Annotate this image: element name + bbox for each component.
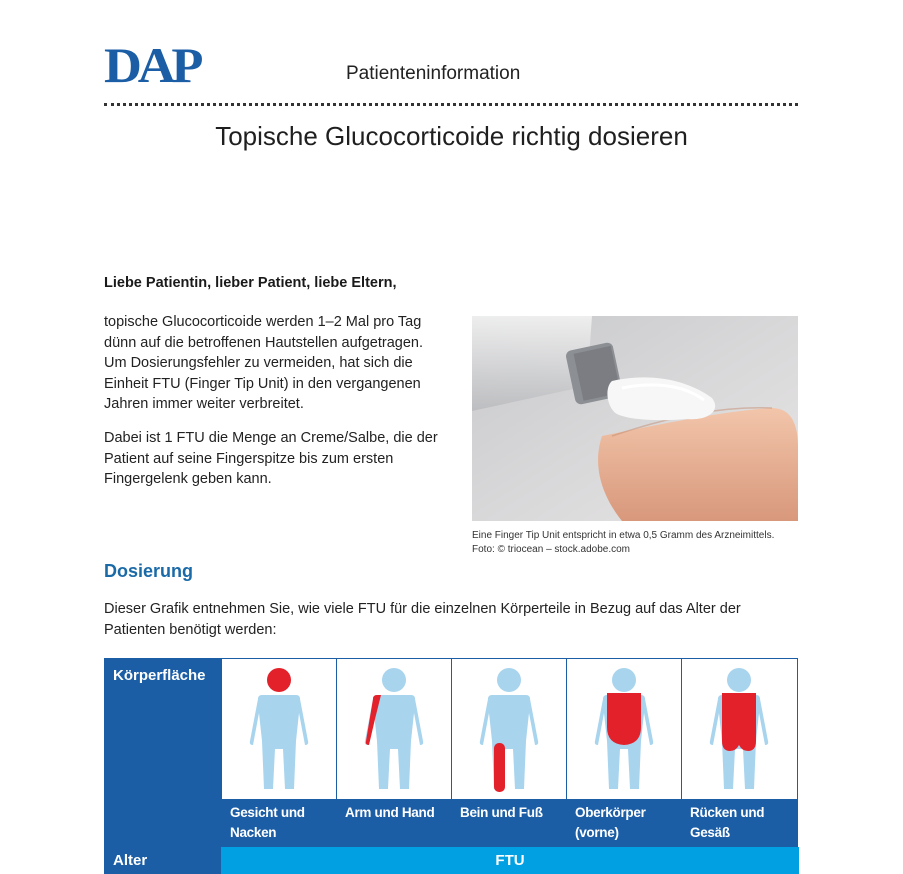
photo-caption — [472, 529, 802, 557]
column-upper-body-front — [566, 659, 681, 847]
table-footer-row — [105, 847, 799, 874]
body-figure-arm-icon — [337, 659, 452, 799]
column-face-neck — [221, 659, 336, 847]
body-figure-back-icon — [682, 659, 797, 799]
column-label-upper-body: Oberkörper (vorne) — [567, 799, 682, 847]
page-title: Topische Glucocorticoide richtig dosieren — [215, 121, 688, 151]
intro-paragraph-1: topische Glucocorticoide werden 1–2 Mal pro Tag dünn auf die betroffenen Hautstellen aufgetragen. Um Dosierungsfehler zu vermeiden, hat sich die Einheit FTU (Finger Tip Unit) in den vergangenen Jahren immer weiter verbreitet. — [104, 314, 423, 412]
dosierung-text: Dieser Grafik entnehmen Sie, wie viele FTU für die einzelnen Körperteile in Bezug auf das Alter der Patienten benötigt werden: — [104, 601, 741, 638]
caption-line-1: Eine Finger Tip Unit entspricht in etwa 0,5 Gramm des Arzneimittels. — [472, 530, 775, 541]
row-header-koerperflaeche: Körperfläche — [105, 659, 221, 847]
intro-paragraph-2: Dabei ist 1 FTU die Menge an Creme/Salbe, die der Patient auf seine Fingerspitze bis zum ersten Fingergelenk geben kann. — [104, 430, 438, 487]
body-figure-leg-icon — [452, 659, 567, 799]
column-back-buttocks — [681, 659, 799, 847]
column-label-face-neck: Gesicht und Nacken — [222, 799, 337, 847]
column-arm-hand — [336, 659, 451, 847]
row-header-alter: Alter — [105, 847, 221, 874]
column-leg-foot — [451, 659, 566, 847]
column-label-leg-foot: Bein und Fuß — [452, 799, 567, 847]
document-subtitle: Patienteninformation — [346, 63, 521, 84]
column-label-arm-hand: Arm und Hand — [337, 799, 452, 847]
dotted-divider — [104, 103, 798, 106]
logo: DAP — [104, 37, 200, 93]
ftu-header: FTU — [495, 852, 525, 869]
section-heading-dosierung: Dosierung — [104, 561, 194, 581]
caption-credit: Foto: © triocean – stock.adobe.com — [472, 544, 631, 555]
body-figure-head-icon — [222, 659, 337, 799]
body-figure-torso-icon — [567, 659, 682, 799]
dosage-table — [104, 658, 798, 874]
finger-tip-photo — [472, 316, 798, 521]
greeting: Liebe Patientin, lieber Patient, liebe Eltern, — [104, 275, 397, 291]
column-label-back-buttocks: Rücken und Gesäß — [682, 799, 797, 847]
